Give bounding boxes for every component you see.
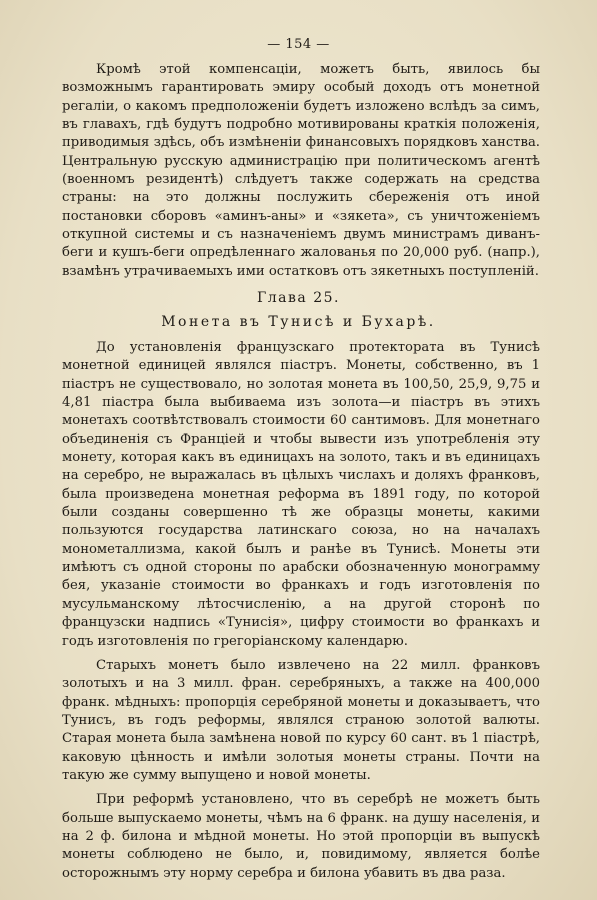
body-text-block <box>62 339 540 883</box>
intro-paragraph: Кромѣ этой компенсаціи, можетъ быть, явилось бы возможнымъ гарантировать эмиру особый доходъ отъ монетной регаліи, о какомъ предположеніи будетъ изложено вслѣдъ за симъ, въ главахъ, гдѣ будутъ подробно мотивированы краткія положенія, приводимыя здѣсь, объ измѣненіи финансовыхъ порядковъ ханства. Центральную русскую администрацію при политическомъ агентѣ (военномъ резидентѣ) слѣдуетъ также содержать на средства страны: на это должны послужить сбереженія отъ иной постановки сборовъ «аминъ-аны» и «зякета», съ уничтоженіемъ откупной системы и съ назначеніемъ двумъ министрамъ диванъ-беги и кушъ-беги опредѣленнаго жалованья по 20,000 руб. (напр.), взамѣнъ утрачиваемыхъ ими остатковъ отъ зякетныхъ поступленій. <box>62 62 540 279</box>
intro-text-block <box>62 61 540 281</box>
body-paragraph-1: До установленія французскаго протектората въ Тунисѣ монетной единицей являлся піастръ. Монеты, собственно, въ 1 піастръ не существовало, но золотая монета въ 100,50, 25,9, 9,75 и 4,81 піастра была выбиваема изъ золота—и піастръ въ этихъ монетахъ соотвѣтствовалъ стоимости 60 сантимовъ. Для монетнаго объединенія съ Франціей и чтобы вывести изъ употребленія эту монету, которая какъ въ единицахъ на золото, такъ и въ единицахъ на серебро, не выражалась въ цѣлыхъ числахъ и доляхъ франковъ, была произведена монетная реформа въ 1891 году, по которой были созданы совершенно тѣ же образцы монеты, какими пользуются государства латинскаго союза, но на началахъ монометаллизма, какой былъ и ранѣе въ Тунисѣ. Монеты эти имѣютъ съ одной стороны по арабски обозначенную монограмму бея, указаніе стоимости во франкахъ и годъ изготовленія по мусульманскому лѣтосчисленію, а на другой сторонѣ по французски надпись «Тунисія», цифру стоимости во франкахъ и годъ изготовленія по грегоріанскому календарю. <box>62 340 540 649</box>
body-paragraph-3: При реформѣ установлено, что въ серебрѣ не можетъ быть больше выпускаемо монеты, чѣмъ на 6 франк. на душу населенія, и на 2 ф. билона и мѣдной монеты. Но этой пропорціи въ выпускѣ монеты соблюдено не было, и, повидимому, является болѣе осторожнымъ эту норму серебра и билона убавить въ два раза. <box>62 792 540 881</box>
body-paragraph-2: Старыхъ монетъ было извлечено на 22 милл. франковъ золотыхъ и на 3 милл. фран. серебряныхъ, а также на 400,000 франк. мѣдныхъ: пропорція серебряной монеты и доказываетъ, что Тунисъ, въ годъ реформы, являлся страною золотой валюты. Старая монета была замѣнена новой по курсу 60 сант. въ 1 піастрѣ, каковую цѣнность и имѣли золотыя монеты страны. Почти на такую же сумму выпущено и новой монеты. <box>62 657 540 783</box>
section-title: Монета въ Тунисѣ и Бухарѣ. <box>161 314 436 330</box>
chapter-title: Глава 25. <box>257 290 340 306</box>
page-number: — 154 — <box>267 37 330 52</box>
